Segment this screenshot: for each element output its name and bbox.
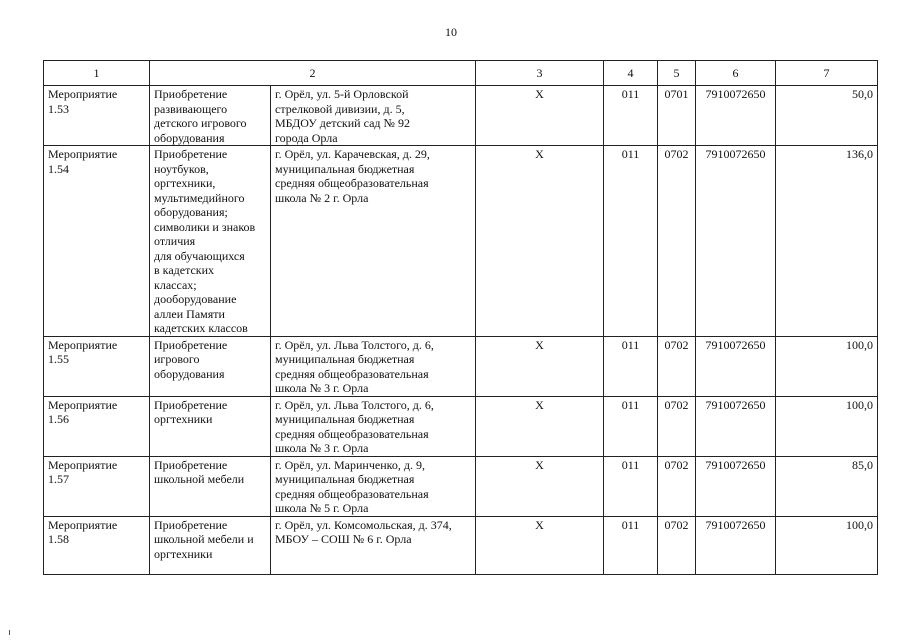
col7-cell: 50,0 — [776, 86, 878, 146]
col6-cell: 7910072650 — [696, 456, 776, 516]
event-cell: Мероприятие 1.56 — [44, 396, 150, 456]
header-col-4: 4 — [604, 61, 658, 86]
event-cell: Мероприятие 1.54 — [44, 146, 150, 337]
event-cell: Мероприятие 1.55 — [44, 336, 150, 396]
description-cell: Приобретение школьной мебели — [150, 456, 271, 516]
description-cell: Приобретение ноутбуков, оргтехники, мультимедийного оборудования; символики и знаков отличия для обучающихся в кадетских классах; дооборудование аллеи Памяти кадетских классов — [150, 146, 271, 337]
event-cell: Мероприятие 1.53 — [44, 86, 150, 146]
page-number: 10 — [445, 25, 457, 39]
col4-cell: 011 — [604, 456, 658, 516]
col4-cell: 011 — [604, 516, 658, 574]
header-col-3: 3 — [476, 61, 604, 86]
col5-cell: 0702 — [658, 336, 696, 396]
col4-cell: 011 — [604, 86, 658, 146]
table-row — [44, 146, 878, 337]
header-row — [44, 61, 878, 86]
col3-cell: Х — [476, 146, 604, 337]
table-row — [44, 516, 878, 574]
col7-cell: 100,0 — [776, 396, 878, 456]
table-row — [44, 86, 878, 146]
col6-cell: 7910072650 — [696, 336, 776, 396]
table-row — [44, 336, 878, 396]
description-cell: Приобретение школьной мебели и оргтехники — [150, 516, 271, 574]
address-cell: г. Орёл, ул. Карачевская, д. 29, муниципальная бюджетная средняя общеобразовательная школа № 2 г. Орла — [271, 146, 476, 337]
header-col-7: 7 — [776, 61, 878, 86]
table-header — [44, 61, 878, 86]
col3-cell: Х — [476, 396, 604, 456]
header-col-2: 2 — [150, 61, 476, 86]
header-col-6: 6 — [696, 61, 776, 86]
col7-cell: 100,0 — [776, 516, 878, 574]
col3-cell: Х — [476, 86, 604, 146]
col4-cell: 011 — [604, 146, 658, 337]
col7-cell: 100,0 — [776, 336, 878, 396]
col5-cell: 0701 — [658, 86, 696, 146]
description-cell: Приобретение развивающего детского игрового оборудования — [150, 86, 271, 146]
col5-cell: 0702 — [658, 516, 696, 574]
description-cell: Приобретение игрового оборудования — [150, 336, 271, 396]
col7-cell: 85,0 — [776, 456, 878, 516]
col6-cell: 7910072650 — [696, 516, 776, 574]
address-cell: г. Орёл, ул. Льва Толстого, д. 6, муниципальная бюджетная средняя общеобразовательная школа № 3 г. Орла — [271, 336, 476, 396]
address-cell: г. Орёл, ул. Комсомольская, д. 374, МБОУ – СОШ № 6 г. Орла — [271, 516, 476, 574]
col3-cell: Х — [476, 516, 604, 574]
col4-cell: 011 — [604, 396, 658, 456]
event-cell: Мероприятие 1.58 — [44, 516, 150, 574]
col3-cell: Х — [476, 456, 604, 516]
address-cell: г. Орёл, ул. Маринченко, д. 9, муниципальная бюджетная средняя общеобразовательная школа № 5 г. Орла — [271, 456, 476, 516]
col6-cell: 7910072650 — [696, 86, 776, 146]
col3-cell: Х — [476, 336, 604, 396]
budget-table — [43, 60, 878, 575]
description-cell: Приобретение оргтехники — [150, 396, 271, 456]
table-row — [44, 396, 878, 456]
address-cell: г. Орёл, ул. 5-й Орловской стрелковой дивизии, д. 5, МБДОУ детский сад № 92 города Орла — [271, 86, 476, 146]
col6-cell: 7910072650 — [696, 146, 776, 337]
col5-cell: 0702 — [658, 146, 696, 337]
table-body — [44, 86, 878, 575]
col7-cell: 136,0 — [776, 146, 878, 337]
address-cell: г. Орёл, ул. Льва Толстого, д. 6, муниципальная бюджетная средняя общеобразовательная школа № 3 г. Орла — [271, 396, 476, 456]
header-col-5: 5 — [658, 61, 696, 86]
col4-cell: 011 — [604, 336, 658, 396]
col5-cell: 0702 — [658, 456, 696, 516]
event-cell: Мероприятие 1.57 — [44, 456, 150, 516]
header-col-1: 1 — [44, 61, 150, 86]
table-row — [44, 456, 878, 516]
col6-cell: 7910072650 — [696, 396, 776, 456]
scan-artifact — [9, 630, 10, 635]
col5-cell: 0702 — [658, 396, 696, 456]
